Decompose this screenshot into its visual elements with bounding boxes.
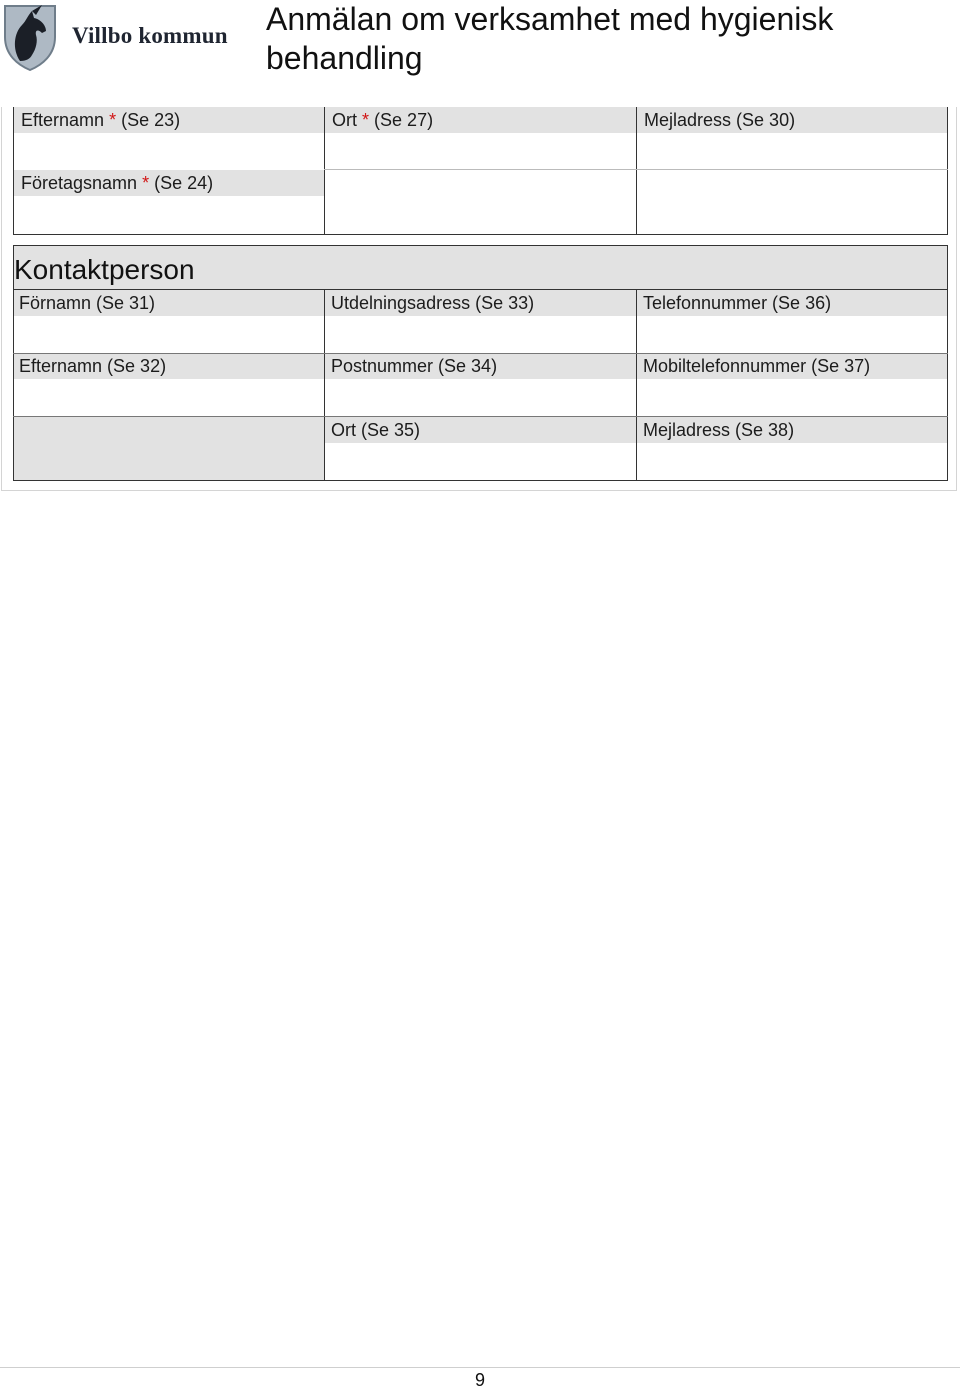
company-city-label xyxy=(324,107,636,133)
contact-email-cell xyxy=(636,417,947,481)
label-ref: (Se 24) xyxy=(154,173,214,193)
contact-postcode-cell xyxy=(324,353,636,417)
required-mark: * xyxy=(109,110,117,130)
company-name-label xyxy=(13,170,324,196)
contact-mobile-cell xyxy=(636,353,947,417)
company-lastname-label xyxy=(13,107,324,133)
contact-email-input[interactable] xyxy=(636,443,947,481)
grid-line xyxy=(13,416,948,417)
contact-section-title: Kontaktperson xyxy=(14,254,195,285)
company-email-cell xyxy=(636,107,947,170)
label-text: Efternamn xyxy=(21,110,105,130)
company-name-input[interactable] xyxy=(13,196,324,234)
contact-firstname-cell xyxy=(13,290,324,353)
grid-line xyxy=(947,290,948,481)
contact-grid xyxy=(13,290,948,481)
contact-phone-cell xyxy=(636,290,947,353)
label-ref: (Se 23) xyxy=(121,110,181,130)
company-grid xyxy=(13,107,948,235)
label-text: Företagsnamn xyxy=(21,173,138,193)
contact-mobile-label: Mobiltelefonnummer (Se 37) xyxy=(636,353,947,379)
grid-line xyxy=(947,107,948,235)
contact-city-cell xyxy=(324,417,636,481)
logo xyxy=(2,3,246,75)
empty-cell xyxy=(13,417,324,481)
company-email-label xyxy=(636,107,947,133)
empty-cell xyxy=(324,170,636,234)
page-number: 9 xyxy=(474,1370,485,1390)
required-mark: * xyxy=(362,110,370,130)
grid-line xyxy=(13,353,948,354)
contact-address-input[interactable] xyxy=(324,316,636,353)
brand-name: Villbo kommun xyxy=(72,23,228,48)
document-title: Anmälan om verksamhet med hygienisk behandling xyxy=(266,1,834,76)
empty-cell xyxy=(636,170,947,234)
contact-postcode-label: Postnummer (Se 34) xyxy=(324,353,636,379)
contact-firstname-input[interactable] xyxy=(13,316,324,353)
contact-postcode-input[interactable] xyxy=(324,379,636,417)
label-ref: (Se 27) xyxy=(374,110,434,130)
grid-line xyxy=(636,290,637,481)
label-ref: (Se 30) xyxy=(736,110,796,130)
grid-line xyxy=(324,290,325,481)
contact-mobile-input[interactable] xyxy=(636,379,947,417)
contact-lastname-label: Efternamn (Se 32) xyxy=(13,353,324,379)
company-name-cell xyxy=(13,170,324,234)
contact-email-label: Mejladress (Se 38) xyxy=(636,417,947,443)
required-mark: * xyxy=(142,173,150,193)
grid-line xyxy=(13,107,14,235)
contact-phone-label: Telefonnummer (Se 36) xyxy=(636,290,947,316)
contact-address-cell xyxy=(324,290,636,353)
contact-address-label: Utdelningsadress (Se 33) xyxy=(324,290,636,316)
company-lastname-cell xyxy=(13,107,324,170)
contact-city-input[interactable] xyxy=(324,443,636,481)
company-city-input[interactable] xyxy=(324,133,636,170)
company-city-cell xyxy=(324,107,636,170)
page-header xyxy=(0,0,960,100)
grid-line xyxy=(13,290,14,481)
grid-line xyxy=(13,480,948,481)
grid-line xyxy=(324,169,948,170)
contact-phone-input[interactable] xyxy=(636,316,947,353)
coat-of-arms-icon xyxy=(2,3,58,71)
company-lastname-input[interactable] xyxy=(13,133,324,170)
label-text: Ort xyxy=(332,110,357,130)
grid-line xyxy=(324,107,325,235)
company-email-input[interactable] xyxy=(636,133,947,170)
contact-lastname-cell xyxy=(13,353,324,417)
label-text: Mejladress xyxy=(644,110,732,130)
contact-lastname-input[interactable] xyxy=(13,379,324,417)
contact-firstname-label: Förnamn (Se 31) xyxy=(13,290,324,316)
grid-line xyxy=(13,234,948,235)
contact-city-label: Ort (Se 35) xyxy=(324,417,636,443)
grid-line xyxy=(636,107,637,235)
